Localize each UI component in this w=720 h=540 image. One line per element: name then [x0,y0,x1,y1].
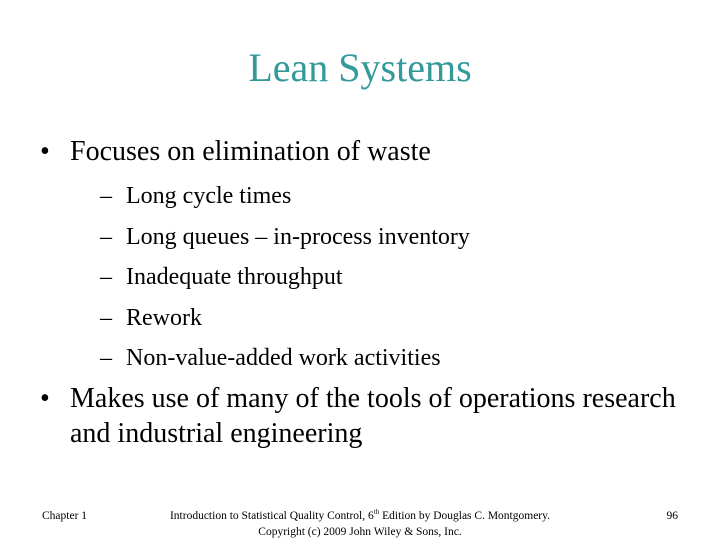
sub-bullet-item [100,176,700,217]
sub-bullet-text: Rework [126,304,202,331]
footer-citation-line-1 [140,508,580,524]
bullet-marker: • [40,383,50,414]
sub-bullet-marker: – [100,304,112,331]
bullet-item [40,381,680,451]
footer-edition-superscript: th [373,508,380,517]
sub-bullet-marker: – [100,264,112,290]
sub-bullet-marker: – [100,183,112,209]
sub-bullet-text: Non-value-added work activities [126,345,441,371]
sub-bullet-item [100,257,700,298]
sub-bullet-item [100,338,700,379]
footer-copyright: Copyright (c) 2009 John Wiley & Sons, Inc. [258,526,462,538]
sub-bullet-item [100,298,700,339]
footer-page-number: 96 [666,510,678,522]
sub-bullet-text: Inadequate throughput [126,264,343,290]
bullet-item [40,134,680,169]
bullet-text: Focuses on elimination of waste [70,136,431,167]
bullet-text: Makes use of many of the tools of operations research and industrial engineering [70,383,676,449]
sub-bullet-marker: – [100,345,112,371]
bullet-marker: • [40,136,50,167]
sub-bullet-item [100,217,700,258]
footer-citation-text: Introduction to Statistical Quality Control, 6 [169,510,374,522]
footer-citation [140,508,580,540]
footer-citation-text: Edition by Douglas C. Montgomery. [379,510,551,522]
sub-bullet-list [100,176,700,379]
slide-title: Lean Systems [248,45,472,90]
sub-bullet-text: Long queues – in-process inventory [126,223,470,250]
sub-bullet-marker: – [100,223,112,250]
sub-bullet-text: Long cycle times [126,183,292,209]
footer-chapter: Chapter 1 [42,510,88,522]
